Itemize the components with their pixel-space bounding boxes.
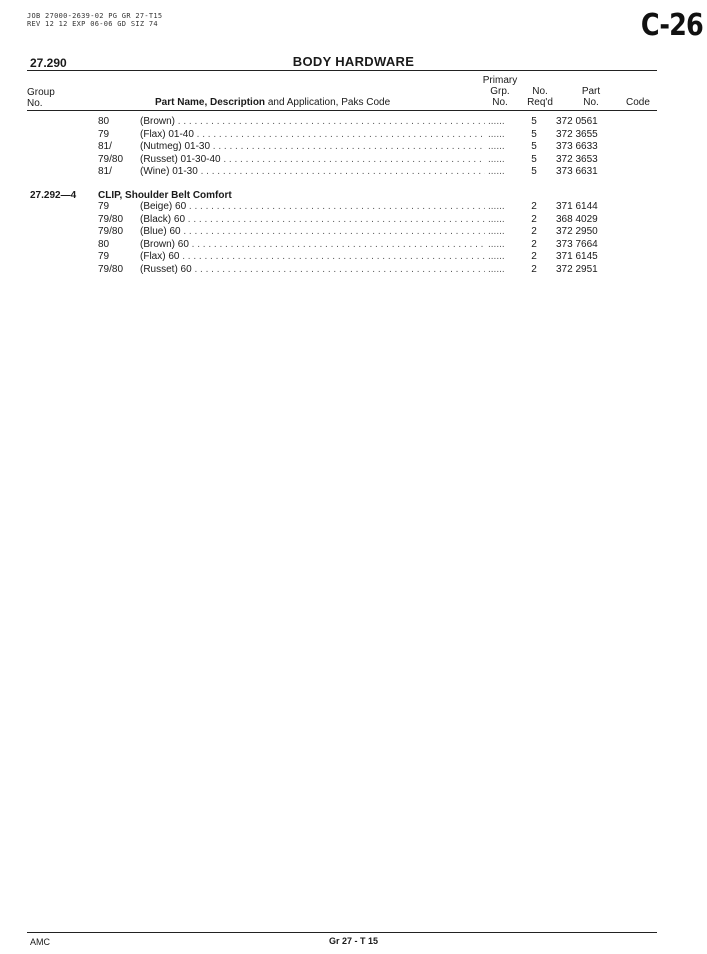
page-code: C-26 xyxy=(641,8,703,43)
footer-left: AMC xyxy=(30,937,50,947)
job-line-1: JOB 27000-2639-02 PG GR 27-T15 xyxy=(27,12,163,20)
description-cell: (Flax) 60 . . . xyxy=(140,251,485,263)
application-cell: 80 xyxy=(98,116,110,127)
job-line-2: REV 12 12 EXP 06-06 GD SIZ 74 xyxy=(27,20,158,28)
primary-grp-cell: ...... xyxy=(488,153,505,165)
header-reqd-label: Req'd xyxy=(527,97,553,108)
header-grp-label: Grp. xyxy=(490,86,510,97)
qty-cell: 2 xyxy=(531,213,537,225)
description-cell: (Blue) 60 . . . xyxy=(140,226,485,238)
table-row xyxy=(0,166,707,178)
application-cell: 79 xyxy=(98,251,110,263)
application-cell: 79/80 xyxy=(98,153,124,165)
footer-rule xyxy=(27,932,657,933)
header-primary-label: Primary xyxy=(482,75,518,86)
header-code: Code xyxy=(626,97,650,108)
part-number-cell: 372 0561 xyxy=(556,116,598,127)
primary-grp-cell: ...... xyxy=(488,166,505,178)
part-number-cell: 373 7664 xyxy=(556,238,598,250)
qty-cell: 5 xyxy=(531,141,537,153)
part-number-cell: 371 6144 xyxy=(556,201,598,212)
part-number-cell: 372 3655 xyxy=(556,128,598,140)
part-number-cell: 368 4029 xyxy=(556,213,598,225)
table-row xyxy=(0,251,707,263)
description-cell: (Black) 60 . . . xyxy=(140,214,485,226)
header-part-name xyxy=(155,97,390,108)
application-cell: 79 xyxy=(98,201,110,212)
part-number-cell: 371 6145 xyxy=(556,251,598,263)
header-group xyxy=(27,87,55,109)
description-cell: (Nutmeg) 01-30 . . . xyxy=(140,141,485,153)
qty-cell: 5 xyxy=(531,128,537,140)
title-rule xyxy=(27,70,657,71)
primary-grp-cell: ...... xyxy=(488,264,505,275)
header-grp-no: No. xyxy=(492,97,508,108)
description-cell: (Russet) 60 . . . xyxy=(140,264,485,276)
description-cell: (Beige) 60 . . . xyxy=(140,201,485,213)
part-number-cell: 373 6633 xyxy=(556,141,598,153)
description-cell: (Wine) 01-30 . . . xyxy=(140,166,485,178)
primary-grp-cell: ...... xyxy=(488,128,505,140)
application-cell: 80 xyxy=(98,238,110,250)
table-row xyxy=(0,129,707,141)
job-reference xyxy=(27,12,162,28)
description-cell: (Flax) 01-40 . . . xyxy=(140,129,485,141)
table-row xyxy=(0,154,707,166)
application-cell: 79/80 xyxy=(98,264,124,275)
application-cell: 79/80 xyxy=(98,213,124,225)
qty-cell: 5 xyxy=(531,116,537,127)
header-part-name-bold: Part Name, Description xyxy=(155,97,266,108)
section-number: 27.290 xyxy=(30,56,67,70)
qty-cell: 5 xyxy=(531,153,537,165)
primary-grp-cell: ...... xyxy=(488,201,505,212)
primary-grp-cell: ...... xyxy=(488,116,505,127)
header-part-no-label: No. xyxy=(583,97,599,108)
header-part-no xyxy=(568,86,614,108)
part-number-cell: 372 2950 xyxy=(556,226,598,238)
qty-cell: 2 xyxy=(531,251,537,263)
table-row xyxy=(0,201,707,213)
primary-grp-cell: ...... xyxy=(488,141,505,153)
group-title: CLIP, Shoulder Belt Comfort xyxy=(98,190,232,201)
qty-cell: 2 xyxy=(531,264,537,275)
application-cell: 79 xyxy=(98,128,110,140)
table-row xyxy=(0,239,707,251)
header-part-name-rest: and Application, Paks Code xyxy=(265,97,391,108)
part-number-cell: 372 2951 xyxy=(556,264,598,275)
header-part-label: Part xyxy=(581,86,601,97)
primary-grp-cell: ...... xyxy=(488,226,505,238)
description-cell: (Brown) . . . xyxy=(140,116,485,128)
qty-cell: 5 xyxy=(531,166,537,178)
table-row xyxy=(0,214,707,226)
table-row xyxy=(0,141,707,153)
header-no-reqd xyxy=(520,86,560,108)
primary-grp-cell: ...... xyxy=(488,238,505,250)
header-group-no: No. xyxy=(27,98,43,109)
header-rule xyxy=(27,110,657,111)
application-cell: 79/80 xyxy=(98,226,124,238)
part-number-cell: 373 6631 xyxy=(556,166,598,178)
description-cell: (Brown) 60 . . . xyxy=(140,239,485,251)
table-row xyxy=(0,226,707,238)
primary-grp-cell: ...... xyxy=(488,213,505,225)
header-primary xyxy=(475,75,525,108)
table-row xyxy=(0,264,707,276)
table-row xyxy=(0,116,707,128)
part-number-cell: 372 3653 xyxy=(556,153,598,165)
header-no-label: No. xyxy=(532,86,548,97)
primary-grp-cell: ...... xyxy=(488,251,505,263)
header-group-label: Group xyxy=(27,87,55,98)
qty-cell: 2 xyxy=(531,226,537,238)
group-number: 27.292—4 xyxy=(30,190,77,201)
description-cell: (Russet) 01-30-40 . . . xyxy=(140,154,485,166)
section-title: BODY HARDWARE xyxy=(292,54,415,69)
footer-center: Gr 27 - T 15 xyxy=(328,936,379,946)
application-cell: 81/ xyxy=(98,166,112,178)
qty-cell: 2 xyxy=(531,238,537,250)
qty-cell: 2 xyxy=(531,201,537,212)
application-cell: 81/ xyxy=(98,141,112,153)
